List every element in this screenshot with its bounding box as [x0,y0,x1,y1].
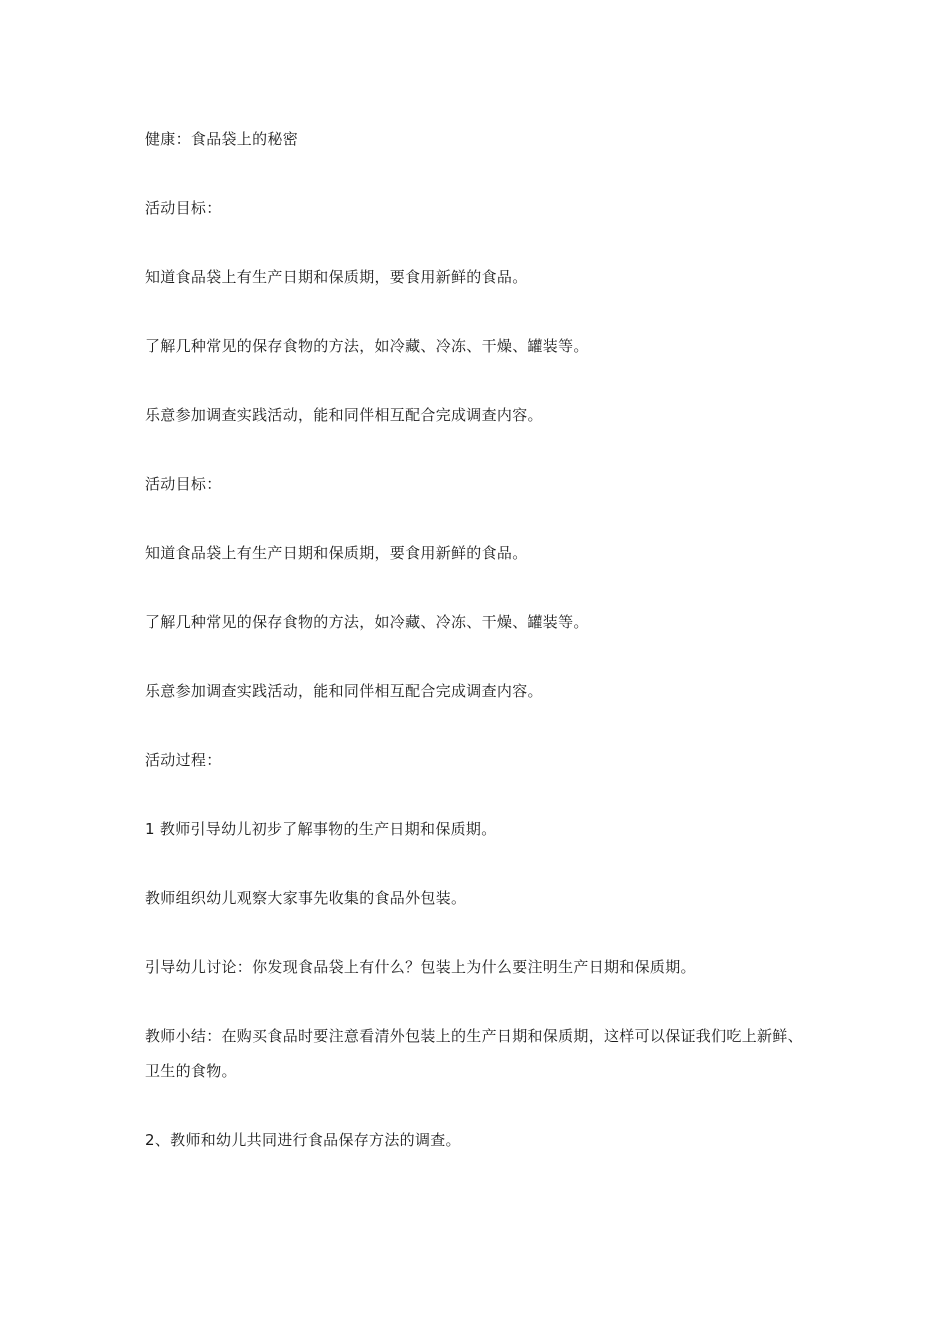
goal-item: 乐意参加调查实践活动，能和同伴相互配合完成调查内容。 [145,406,543,424]
goal-item: 了解几种常见的保存食物的方法，如冷藏、冷冻、干燥、罐装等。 [145,613,589,631]
process-paragraph: 教师组织幼儿观察大家事先收集的食品外包装。 [145,889,467,907]
goal-item: 乐意参加调查实践活动，能和同伴相互配合完成调查内容。 [145,682,543,700]
process-step: 1 教师引导幼儿初步了解事物的生产日期和保质期。 [145,820,497,838]
process-paragraph: 教师小结：在购买食品时要注意看清外包装上的生产日期和保质期，这样可以保证我们吃上新鲜、卫生的食物。 [145,1027,803,1080]
process-paragraph: 引导幼儿讨论：你发现食品袋上有什么？包装上为什么要注明生产日期和保质期。 [145,958,696,976]
document-body [145,122,805,1158]
section-heading-goals: 活动目标： [145,199,222,217]
goal-item: 知道食品袋上有生产日期和保质期，要食用新鲜的食品。 [145,544,528,562]
process-step: 2、教师和幼儿共同进行食品保存方法的调查。 [145,1131,461,1149]
goal-item: 知道食品袋上有生产日期和保质期，要食用新鲜的食品。 [145,268,528,286]
section-heading-process: 活动过程： [145,751,222,769]
section-heading-goals: 活动目标： [145,475,222,493]
document-title: 健康：食品袋上的秘密 [145,130,299,148]
goal-item: 了解几种常见的保存食物的方法，如冷藏、冷冻、干燥、罐装等。 [145,337,589,355]
